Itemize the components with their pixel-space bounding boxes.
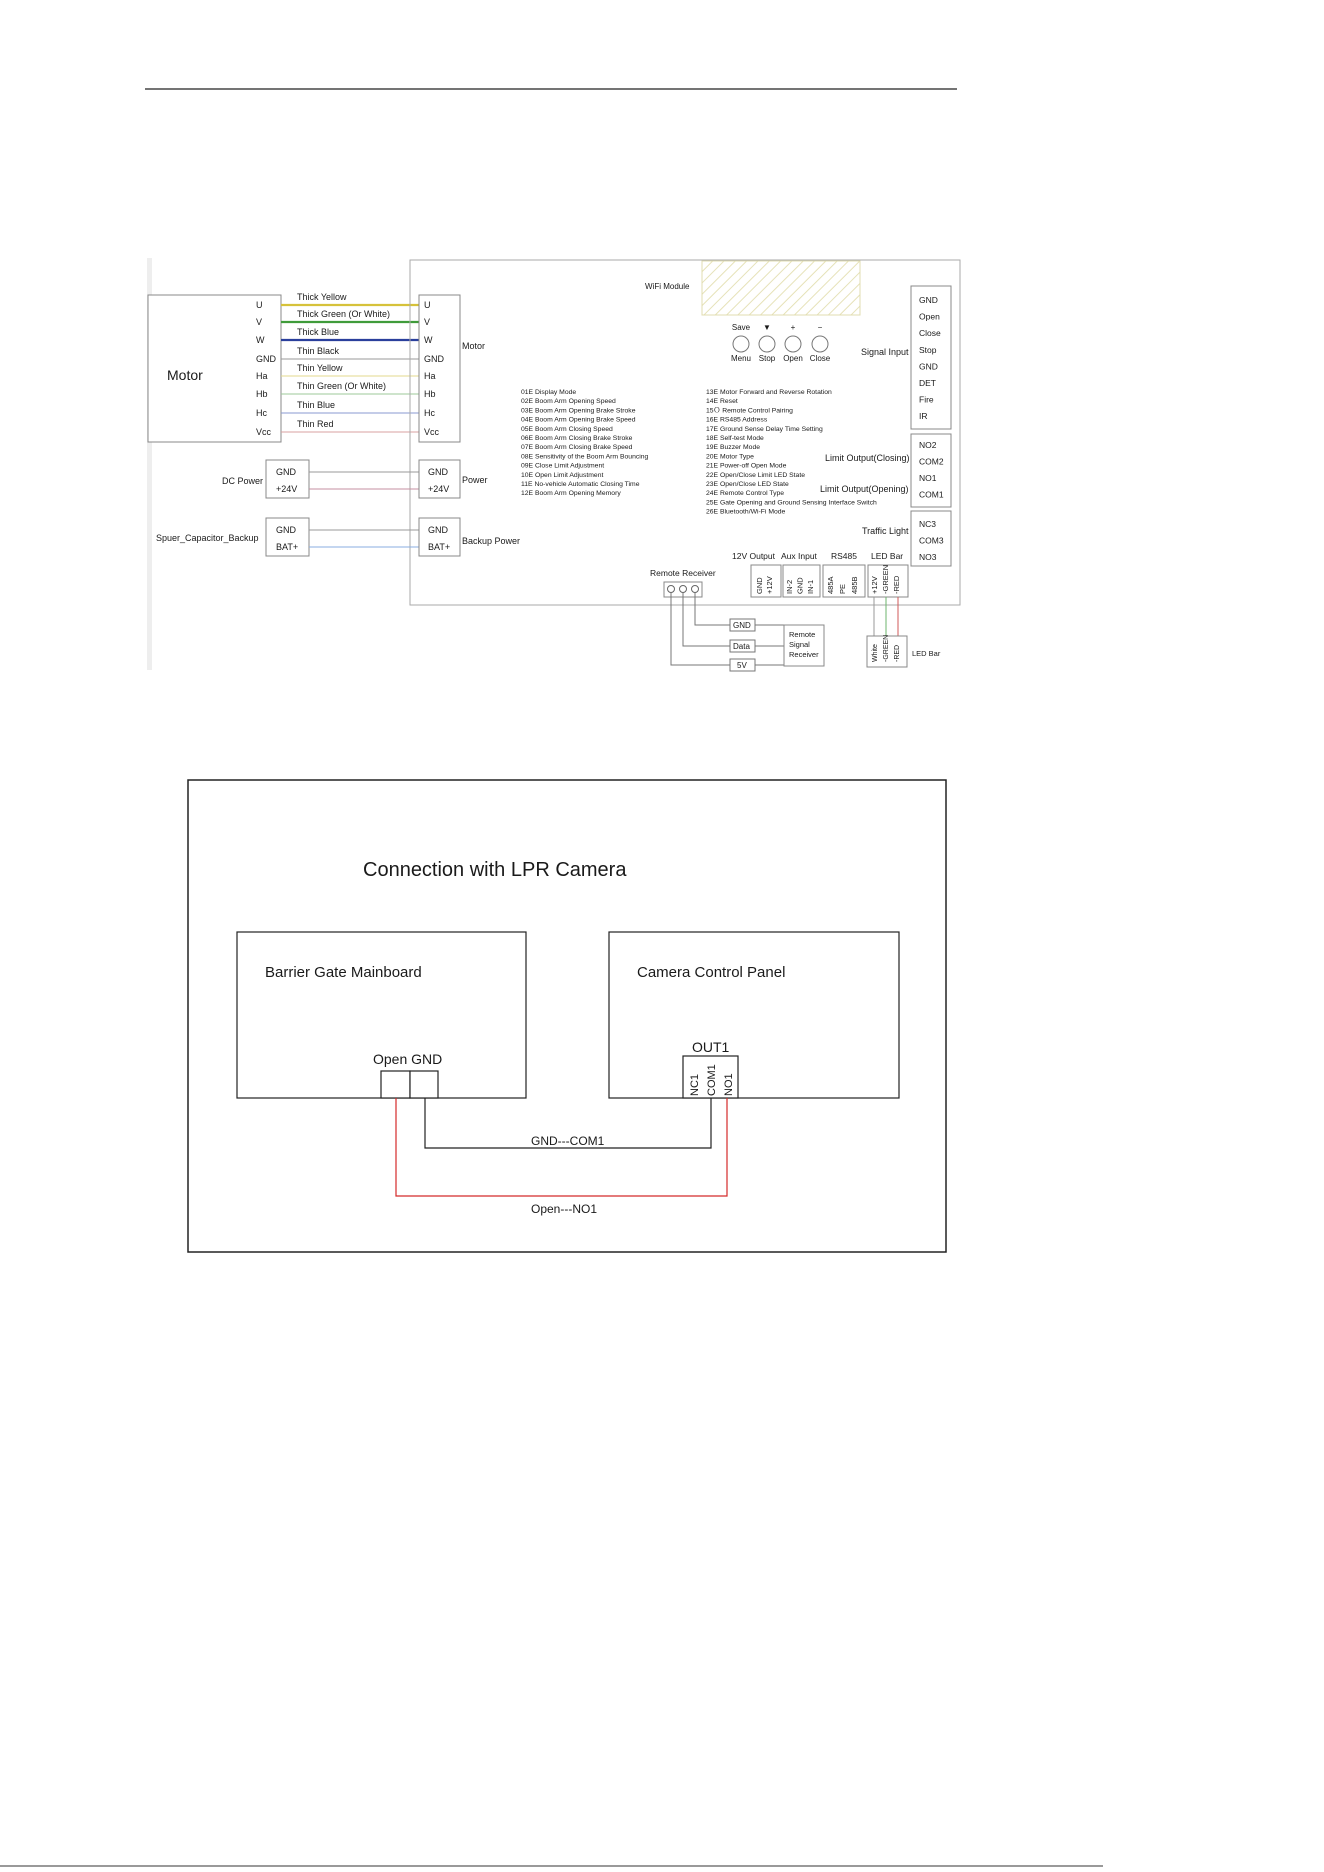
led-bar-device-pin-1: -GREEN (883, 634, 890, 662)
board-button-top-label-3: − (817, 323, 823, 332)
motor-wire-label-3: Thin Black (297, 346, 340, 356)
mainboard-label: Barrier Gate Mainboard (265, 964, 422, 981)
remote-signal-receiver-label: Remote Signal Receiver (789, 630, 819, 659)
output_12v_pins-pin-1: +12V (765, 576, 774, 594)
motor-pin-v: V (256, 317, 263, 327)
motor-pin-hc: Hc (256, 408, 267, 418)
wifi-module-label: WiFi Module (645, 282, 690, 291)
motor-pin-hb: Hb (256, 389, 268, 399)
led_bar_pins-pin-2: -RED (892, 575, 901, 594)
motor-pin-w: W (256, 335, 265, 345)
board-button-bottom-label-0: Menu (730, 354, 752, 363)
traffic-light-label: Traffic Light (862, 526, 909, 536)
open-terminal (381, 1071, 410, 1098)
aux_pins-pin-0: IN-2 (785, 579, 794, 594)
out1-label: OUT1 (692, 1039, 730, 1055)
camera-panel-box (609, 932, 899, 1098)
receiver-wire-gnd-label: GND (733, 621, 751, 630)
menu-left-item: 07E Boom Arm Closing Brake Speed (521, 444, 633, 452)
board-button-bottom-label-2: Open (783, 354, 803, 363)
menu-right-item: 21E Power-off Open Mode (706, 462, 787, 470)
board-motor-pin-w: W (424, 335, 433, 345)
menu-left-item: 11E No-vehicle Automatic Closing Time (521, 481, 640, 488)
board-motor-pin-u: U (424, 300, 431, 310)
out1-pin-no1: NO1 (723, 1073, 735, 1096)
menu-right-item: 16E RS485 Address (706, 416, 768, 424)
gnd-terminal (410, 1071, 438, 1098)
output_12v_pins-pin-0: GND (755, 577, 764, 594)
signal-pin-6: Fire (919, 394, 934, 405)
led_bar_pins-pin-1: -GREEN (881, 564, 890, 594)
board-motor-label: Motor (462, 341, 486, 351)
receiver-pin-1 (668, 586, 675, 593)
board-button-top-label-2: + (790, 323, 796, 332)
dc-pin-24v: +24V (276, 484, 298, 494)
output-12v-label: 12V Output (732, 551, 776, 561)
board-button-bottom-label-3: Close (809, 354, 831, 363)
open-no1-label: Open---NO1 (531, 1202, 598, 1216)
motor-wire-label-6: Thin Blue (297, 400, 336, 410)
board-button-group (731, 323, 831, 363)
board-motor-pin-hb: Hb (424, 389, 436, 399)
menu-left-item: 10E Open Limit Adjustment (521, 471, 604, 479)
board-power-label: Power (462, 475, 488, 485)
board-backup-pin-bat: BAT+ (428, 542, 451, 552)
backup-label: Spuer_Capacitor_Backup (156, 533, 259, 543)
traffic-pin-2: NO3 (919, 552, 937, 562)
dc-power-label: DC Power (222, 476, 264, 486)
receiver-wire-5v (671, 593, 784, 665)
signal-pin-7: IR (919, 411, 928, 422)
menu-left-item: 06E Boom Arm Closing Brake Stroke (521, 435, 633, 442)
menu-left-item: 05E Boom Arm Closing Speed (521, 425, 613, 433)
board-backup-label: Backup Power (462, 536, 521, 546)
led-bar-port-label: LED Bar (871, 551, 904, 561)
led-bar-device-pin-0: White (872, 644, 879, 662)
limit-opening-label: Limit Output(Opening) (820, 484, 909, 494)
signal-pin-1: Open (919, 311, 940, 322)
backup-pin-bat: BAT+ (276, 542, 299, 552)
limit-pin-1: COM2 (919, 456, 944, 467)
menu-right-item: 15Ｏ Remote Control Pairing (706, 407, 793, 415)
out1-pin-nc1: NC1 (689, 1073, 701, 1096)
menu-left-item: 08E Sensitivity of the Boom Arm Bouncing (521, 453, 649, 461)
backup-pin-gnd: GND (276, 525, 296, 535)
led-bar-device-pin-2: -RED (894, 644, 901, 662)
traffic-pin-1: COM3 (919, 535, 944, 546)
lpr-frame (188, 780, 946, 1252)
limit-pin-2: NO1 (919, 473, 937, 483)
menu-right-item: 13E Motor Forward and Reverse Rotation (706, 389, 832, 396)
aux-input-label: Aux Input (781, 551, 817, 561)
board-power-pin-gnd: GND (428, 467, 448, 477)
rs485_pins-pin-0: 485A (826, 576, 835, 594)
motor-wire-group (281, 292, 419, 432)
menu-right-item: 17E Ground Sense Delay Time Setting (706, 425, 823, 433)
wifi-module-area (702, 261, 860, 315)
limit-closing-label: Limit Output(Closing) (825, 453, 910, 463)
limit-pin-3: COM1 (919, 489, 944, 500)
menu-right-item: 18E Self-test Mode (706, 435, 764, 442)
motor-wire-label-1: Thick Green (Or White) (297, 309, 391, 319)
board-button-stop (759, 336, 775, 352)
wiring-diagram (147, 258, 960, 671)
motor-box-label: Motor (167, 367, 203, 383)
receiver-wire-data-label: Data (733, 642, 750, 651)
signal-input-terminal (911, 286, 951, 429)
menu-left-item: 03E Boom Arm Opening Brake Stroke (521, 407, 636, 415)
menu-left-item: 02E Boom Arm Opening Speed (521, 398, 616, 406)
menu-left-item: 09E Close Limit Adjustment (521, 462, 605, 470)
menu-right-item: 26E Bluetooth/Wi-Fi Mode (706, 508, 786, 516)
motor-wire-label-0: Thick Yellow (297, 292, 347, 302)
board-motor-pin-vcc: Vcc (424, 427, 440, 437)
remote-receiver-label: Remote Receiver (650, 568, 716, 578)
menu-left-item: 12E Boom Arm Opening Memory (521, 490, 621, 498)
receiver-pin-3 (692, 586, 699, 593)
signal-pin-0: GND (919, 295, 938, 305)
out1-pin-com1: COM1 (706, 1064, 718, 1096)
limit-pin-0: NO2 (919, 440, 937, 450)
menu-right-item: 22E Open/Close Limit LED State (706, 471, 805, 479)
motor-pin-vcc: Vcc (256, 427, 272, 437)
signal-pin-2: Close (919, 328, 941, 339)
receiver-wire-5v-label: 5V (737, 661, 747, 670)
board-button-close (812, 336, 828, 352)
signal-pin-3: Stop (919, 344, 937, 355)
menu-right-item: 19E Buzzer Mode (706, 444, 761, 452)
dc-pin-gnd: GND (276, 467, 296, 477)
traffic-pin-0: NC3 (919, 519, 937, 529)
rs485_pins-pin-2: 485B (850, 576, 859, 594)
menu-right-item: 24E Remote Control Type (706, 490, 785, 498)
board-button-bottom-label-1: Stop (758, 354, 776, 363)
aux_pins-pin-1: GND (795, 577, 805, 594)
signal-pin-4: GND (919, 361, 938, 372)
board-button-top-label-1: ▼ (763, 323, 771, 332)
menu-list-left (521, 389, 649, 497)
rs485_pins-pin-1: PE (838, 583, 847, 594)
motor-pin-ha: Ha (256, 371, 268, 381)
board-backup-pin-gnd: GND (428, 525, 448, 535)
board-button-top-label-0: Save (731, 323, 751, 332)
lpr-title: Connection with LPR Camera (363, 859, 627, 881)
signal-pin-5: DET (919, 378, 936, 388)
board-power-pin-24v: +24V (428, 484, 450, 494)
gnd-com1-label: GND---COM1 (531, 1134, 605, 1148)
board-motor-pin-hc: Hc (424, 408, 435, 418)
output-12v-pin-list (755, 576, 774, 594)
board-button-open (785, 336, 801, 352)
motor-pin-gnd: GND (256, 354, 276, 364)
board-motor-pin-ha: Ha (424, 371, 436, 381)
aux_pins-pin-2: IN-1 (806, 579, 815, 594)
board-motor-pin-v: V (424, 317, 431, 327)
board-motor-pin-gnd: GND (424, 354, 444, 364)
menu-right-item: 20E Motor Type (706, 453, 754, 461)
menu-left-item: 04E Boom Arm Opening Brake Speed (521, 416, 636, 424)
menu-right-item: 23E Open/Close LED State (706, 481, 789, 488)
board-button-menu (733, 336, 749, 352)
motor-wire-label-5: Thin Green (Or White) (297, 381, 387, 391)
camera-panel-label: Camera Control Panel (637, 964, 786, 981)
led-bar-device-label: LED Bar (912, 649, 941, 658)
motor-wire-label-7: Thin Red (297, 419, 334, 429)
signal-input-label: Signal Input (861, 347, 909, 357)
motor-pin-u: U (256, 300, 263, 310)
motor-wire-label-4: Thin Yellow (297, 363, 343, 373)
menu-right-item: 14E Reset (706, 398, 738, 406)
motor-wire-label-2: Thick Blue (297, 327, 340, 337)
menu-right-item: 25E Gate Opening and Ground Sensing Interface Switch (706, 499, 877, 507)
led_bar_pins-pin-0: +12V (870, 576, 879, 594)
rs485-label: RS485 (831, 551, 857, 561)
menu-left-item: 01E Display Mode (521, 389, 577, 396)
mainboard-terminal-label: Open GND (373, 1051, 443, 1067)
receiver-pin-2 (680, 586, 687, 593)
lpr-diagram (188, 780, 946, 1252)
